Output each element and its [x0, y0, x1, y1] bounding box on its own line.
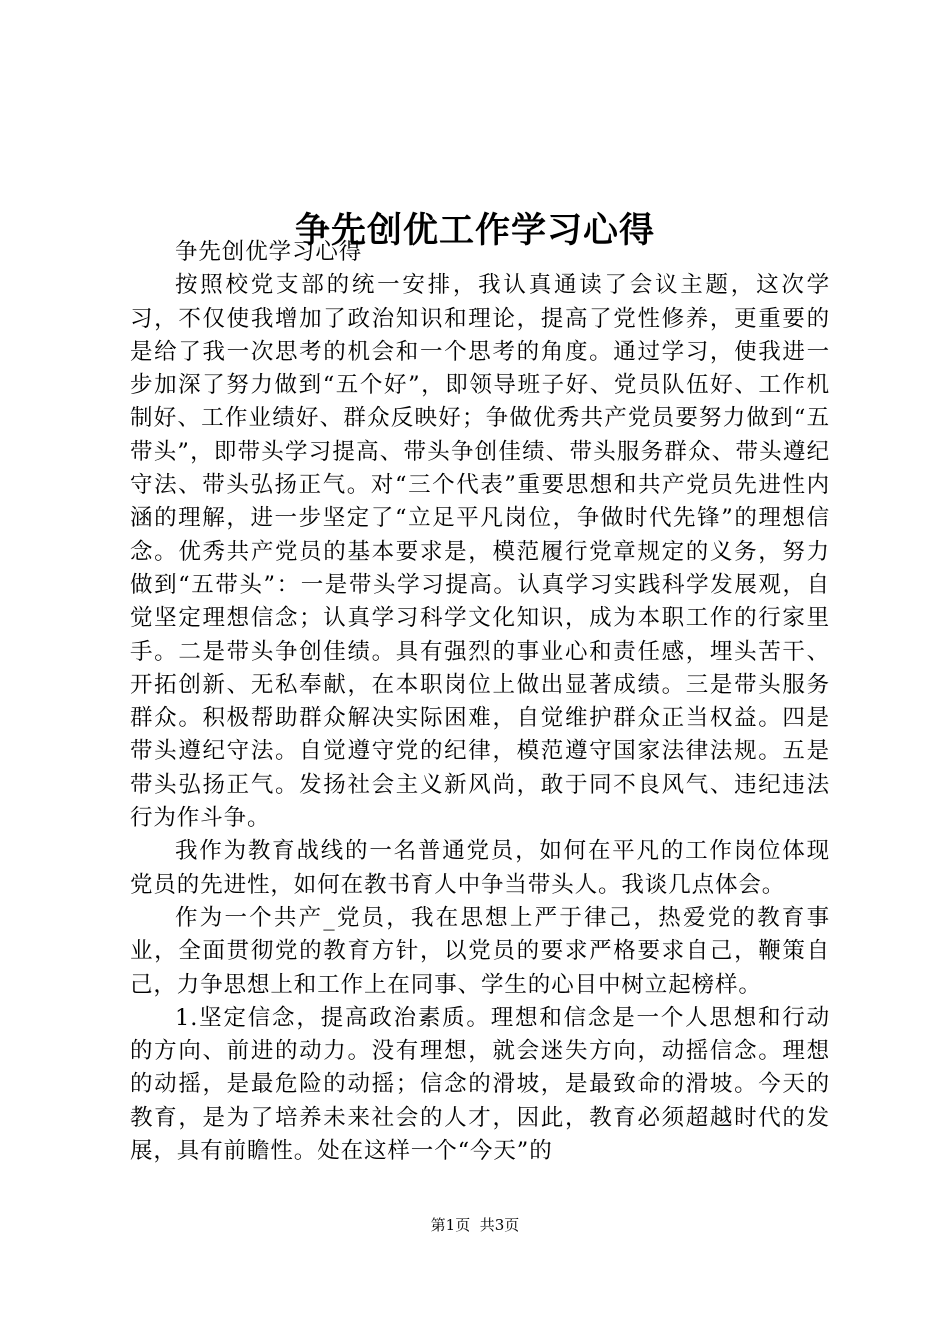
page-footer: [0, 1214, 950, 1236]
paragraph-study-overview: 按照校党支部的统一安排，我认真通读了会议主题，这次学习，不仅使我增加了政治知识和理论，提高了党性修养，更重要的是给了我一次思考的机会和一个思考的角度。通过学习，使我进一步加深了努力做到“五个好”，即领导班子好、党员队伍好、工作机制好、工作业绩好、群众反映好；争做优秀共产党员要努力做到“五带头”，即带头学习提高、带头争创佳绩、带头服务群众、带头遵纪守法、带头弘扬正气。对“三个代表”重要思想和共产党员先进性内涵的理解，进一步坚定了“立足平凡岗位，争做时代先锋”的理想信念。优秀共产党员的基本要求是，模范履行党章规定的义务，努力做到“五带头”：一是带头学习提高。认真学习实践科学发展观，自觉坚定理想信念；认真学习科学文化知识，成为本职工作的行家里手。二是带头争创佳绩。具有强烈的事业心和责任感，埋头苦干、开拓创新、无私奉献，在本职岗位上做出显著成绩。三是带头服务群众。积极帮助群众解决实际困难，自觉维护群众正当权益。四是带头遵纪守法。自觉遵守党的纪律，模范遵守国家法律法规。五是带头弘扬正气。发扬社会主义新风尚，敢于同不良风气、违纪违法行为作斗争。: [130, 272, 830, 832]
page-number-total: 共3页: [479, 1216, 520, 1234]
paragraph-point-one: 1.坚定信念，提高政治素质。理想和信念是一个人思想和行动的方向、前进的动力。没有理想，就会迷失方向，动摇信念。理想的动摇，是最危险的动摇；信念的滑坡，是最致命的滑坡。今天的教育，是为了培养未来社会的人才，因此，教育必须超越时代的发展，具有前瞻性。处在这样一个“今天”的: [130, 1004, 830, 1165]
paragraph-party-member: 作为一个共产_党员，我在思想上严于律己，热爱党的教育事业，全面贯彻党的教育方针，以党员的要求严格要求自己，鞭策自己，力争思想上和工作上在同事、学生的心目中树立起榜样。: [130, 904, 830, 998]
page-number-current: 第1页: [430, 1216, 471, 1234]
document-body: [130, 236, 830, 1168]
footer-separator: [470, 1216, 480, 1234]
paragraph-teacher-role: 我作为教育战线的一名普通党员，如何在平凡的工作岗位体现党员的先进性，如何在教书育人中争当带头人。我谈几点体会。: [130, 838, 830, 898]
document-title: 争先创优工作学习心得: [294, 210, 655, 252]
paragraph-subtitle: 争先创优学习心得: [175, 239, 363, 265]
